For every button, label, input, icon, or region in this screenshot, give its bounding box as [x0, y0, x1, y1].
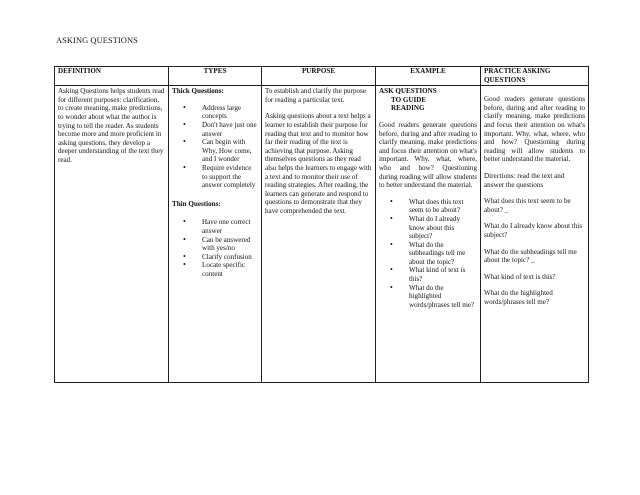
example-heading-line2: TO GUIDE [391, 95, 427, 104]
table-body-row [55, 86, 589, 383]
asking-questions-table [54, 66, 589, 383]
practice-question: What do I already know about this subject? [484, 222, 583, 239]
thin-questions-heading: Thin Questions: [172, 199, 221, 208]
list-item: • What do I already know about this subject? [379, 215, 477, 241]
example-heading-line1: ASK QUESTIONS [379, 87, 437, 96]
table-header-row [55, 67, 589, 86]
header-example: EXAMPLE [376, 67, 481, 86]
example-cell [376, 86, 481, 383]
practice-question: What do the highlighted words/phrases tell me? [484, 289, 553, 306]
list-item: • Locate specific content [172, 261, 258, 278]
header-types: TYPES [169, 67, 262, 86]
list-item: • Require evidence to support the answer completely [172, 164, 258, 190]
thin-questions-list [172, 218, 258, 278]
practice-intro: Good readers generate questions before, during and after reading to clarify meaning, make predictions and focus their attention on what's important. Why, what, where, who and how? Questioning during reading will allow students to better understand the material. [484, 95, 585, 164]
list-item: • Can be answered with yes/no [172, 236, 258, 253]
header-definition: DEFINITION [55, 67, 169, 86]
thick-questions-list [172, 104, 258, 190]
purpose-cell [262, 86, 376, 383]
practice-directions: Directions: read the text and answer the questions [484, 171, 565, 189]
list-item: • Don't have just one answer [172, 121, 258, 138]
list-item: • What do the highlighted words/phrases tell me? [379, 284, 477, 310]
practice-question: What does this text seem to be about? _ [484, 197, 571, 214]
list-item: • Have one correct answer [172, 218, 258, 235]
practice-question: What do the subheadings tell me about the topic? _ [484, 247, 577, 265]
list-item: • What kind of text is this? [379, 266, 477, 283]
document-title: ASKING QUESTIONS [56, 36, 138, 45]
list-item: • What do the subheadings tell me about the topic? [379, 241, 477, 267]
list-item: • Clarify confusion [172, 253, 258, 262]
purpose-text-1: To establish and clarify the purpose for reading a particular text. [265, 87, 366, 104]
list-item: • Address large concepts [172, 104, 258, 121]
header-practice: PRACTICE ASKING QUESTIONS [481, 67, 589, 86]
practice-question: What kind of text is this? [484, 272, 556, 281]
definition-cell [55, 86, 169, 383]
example-question-list [379, 198, 477, 310]
types-cell [169, 86, 262, 383]
example-heading-line3: READING [391, 104, 425, 113]
header-purpose: PURPOSE [262, 67, 376, 86]
purpose-text-2: Asking questions about a text helps a learner to establish their purpose for reading that text and to monitor how far their reading of the text is achieving that purpose. Asking themselves questions as they read also helps the learners to engage with a text and to monitor their use of reading strategies. After reading, the learners can generate and respond to questions to demonstrate that they have comprehended the text. [265, 112, 372, 215]
practice-cell [481, 86, 589, 383]
thick-questions-heading: Thick Questions: [172, 87, 224, 96]
list-item: • Can begin with Why, How come, and I wonder [172, 138, 258, 164]
example-body: Good readers generate questions before, during and after reading to clarify meaning, make predictions and focus their attention on what's important. Why, what, where, who and how? Questioning during reading will allow students to better understand the material. [379, 120, 477, 190]
list-item: • What does this text seem to be about? [379, 198, 477, 215]
definition-text: Asking Questions helps students read for different purposes: clarification, to create meaning, make predictions, to wonder about what the author is trying to tell the reader. As students become more and more proficient in asking questions, they develop a deeper understanding of the text they read. [58, 87, 165, 164]
